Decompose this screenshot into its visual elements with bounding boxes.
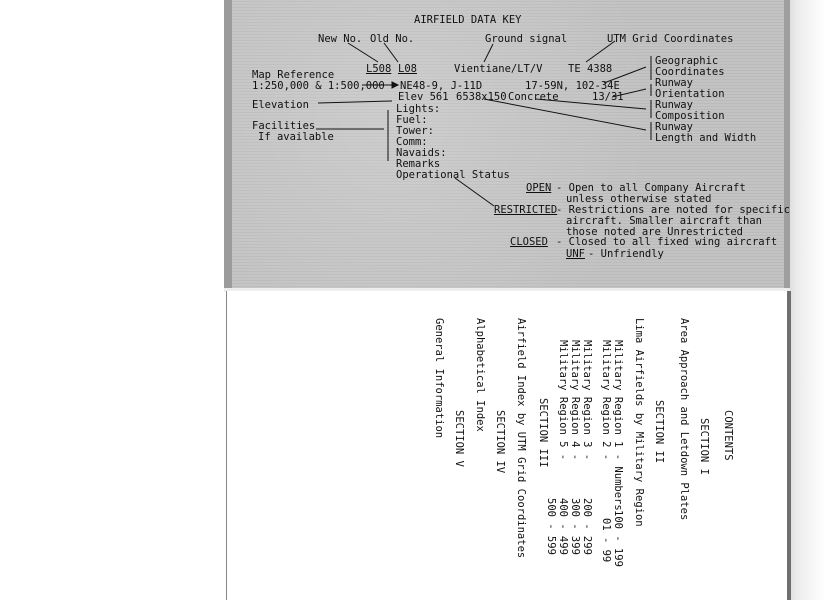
region-4-label: Military Region 4 -	[569, 340, 581, 461]
status-restricted-text: - Restrictions are noted for specific	[556, 204, 790, 216]
status-closed-code: CLOSED	[510, 236, 548, 248]
region-3-label: Military Region 3 -	[581, 340, 593, 461]
status-unf-text: - Unfriendly	[588, 248, 664, 260]
sample-map-ref: NE48-9, J-11D	[400, 80, 483, 92]
label-map-scale: 1:250,000 & 1:500,000	[252, 80, 385, 92]
field-operational-status: Operational Status	[396, 169, 510, 181]
sample-utm: TE 4388	[568, 63, 613, 75]
label-runway-orientation-1: Runway	[655, 77, 693, 89]
label-if-available: If available	[258, 131, 334, 143]
label-geographic: Geographic	[655, 55, 719, 67]
section-3-item: Airfield Index by UTM Grid Coordinates	[515, 318, 527, 559]
sample-composition: Concrete	[508, 91, 559, 103]
label-facilities: Facilities	[252, 120, 316, 132]
section-3-heading: SECTION III	[537, 398, 549, 468]
label-runway-length-1: Runway	[655, 121, 693, 133]
field-tower: Tower:	[396, 125, 434, 137]
region-1-label: Military Region 1 - Numbers	[612, 340, 624, 511]
region-4-range: 300 - 399	[569, 498, 581, 555]
label-ground-signal: Ground signal	[485, 33, 568, 45]
status-restricted-more-1: aircraft. Smaller aircraft than	[566, 215, 762, 227]
section-5-item: General Information	[433, 318, 445, 439]
label-runway-composition-2: Composition	[655, 110, 725, 122]
region-1-range: 100 - 199	[612, 510, 624, 567]
label-elevation: Elevation	[252, 99, 309, 111]
field-comm: Comm:	[396, 136, 428, 148]
sample-old-no: L08	[398, 63, 417, 75]
status-closed-text: - Closed to all fixed wing aircraft	[556, 236, 778, 248]
sample-new-no: L508	[366, 63, 392, 75]
page-spine	[787, 291, 791, 600]
sample-orientation: 13/31	[592, 91, 624, 103]
key-title: AIRFIELD DATA KEY	[414, 14, 522, 26]
label-utm-grid: UTM Grid Coordinates	[607, 33, 734, 45]
field-lights: Lights:	[396, 103, 441, 115]
sample-elevation: Elev 561	[398, 91, 449, 103]
section-4-item: Alphabetical Index	[474, 318, 486, 432]
label-new-no: New No.	[318, 33, 363, 45]
sample-coordinates: 17-59N, 102-34E	[525, 80, 620, 92]
status-open-text: - Open to all Company Aircraft	[556, 182, 746, 194]
label-runway-composition-1: Runway	[655, 99, 693, 111]
field-fuel: Fuel:	[396, 114, 428, 126]
region-6-range: 500 - 599	[545, 498, 557, 555]
region-1-old-range: 01 - 99	[600, 518, 612, 563]
status-open-more: unless otherwise stated	[566, 193, 712, 205]
field-remarks: Remarks	[396, 158, 441, 170]
section-5-heading: SECTION V	[453, 410, 465, 467]
label-coordinates: Coordinates	[655, 66, 725, 78]
section-4-heading: SECTION IV	[494, 410, 506, 474]
region-3-range: 200 - 299	[581, 498, 593, 555]
section-1-item: Area Approach and Letdown Plates	[678, 318, 690, 521]
label-old-no: Old No.	[370, 33, 415, 45]
region-5-label: Military Region 5 -	[557, 340, 569, 461]
status-restricted-code: RESTRICTED	[494, 204, 558, 216]
label-runway-length-2: Length and Width	[655, 132, 757, 144]
region-2-label: Military Region 2 -	[600, 340, 612, 461]
status-unf-code: UNF	[566, 248, 585, 260]
label-runway-orientation-2: Orientation	[655, 88, 725, 100]
section-2-heading: SECTION II	[653, 400, 665, 464]
contents-title: CONTENTS	[722, 410, 734, 461]
region-5-range: 400 - 499	[557, 498, 569, 555]
status-restricted-more-2: those noted are Unrestricted	[566, 226, 744, 238]
status-open-code: OPEN	[526, 182, 552, 194]
sample-length-width: 6538x150	[456, 91, 507, 103]
section-1-heading: SECTION I	[698, 418, 710, 475]
section-2-item: Lima Airfields by Military Region	[633, 318, 645, 527]
field-navaids: Navaids:	[396, 147, 447, 159]
label-map-reference: Map Reference	[252, 69, 335, 81]
sample-ground-signal: Vientiane/LT/V	[454, 63, 543, 75]
